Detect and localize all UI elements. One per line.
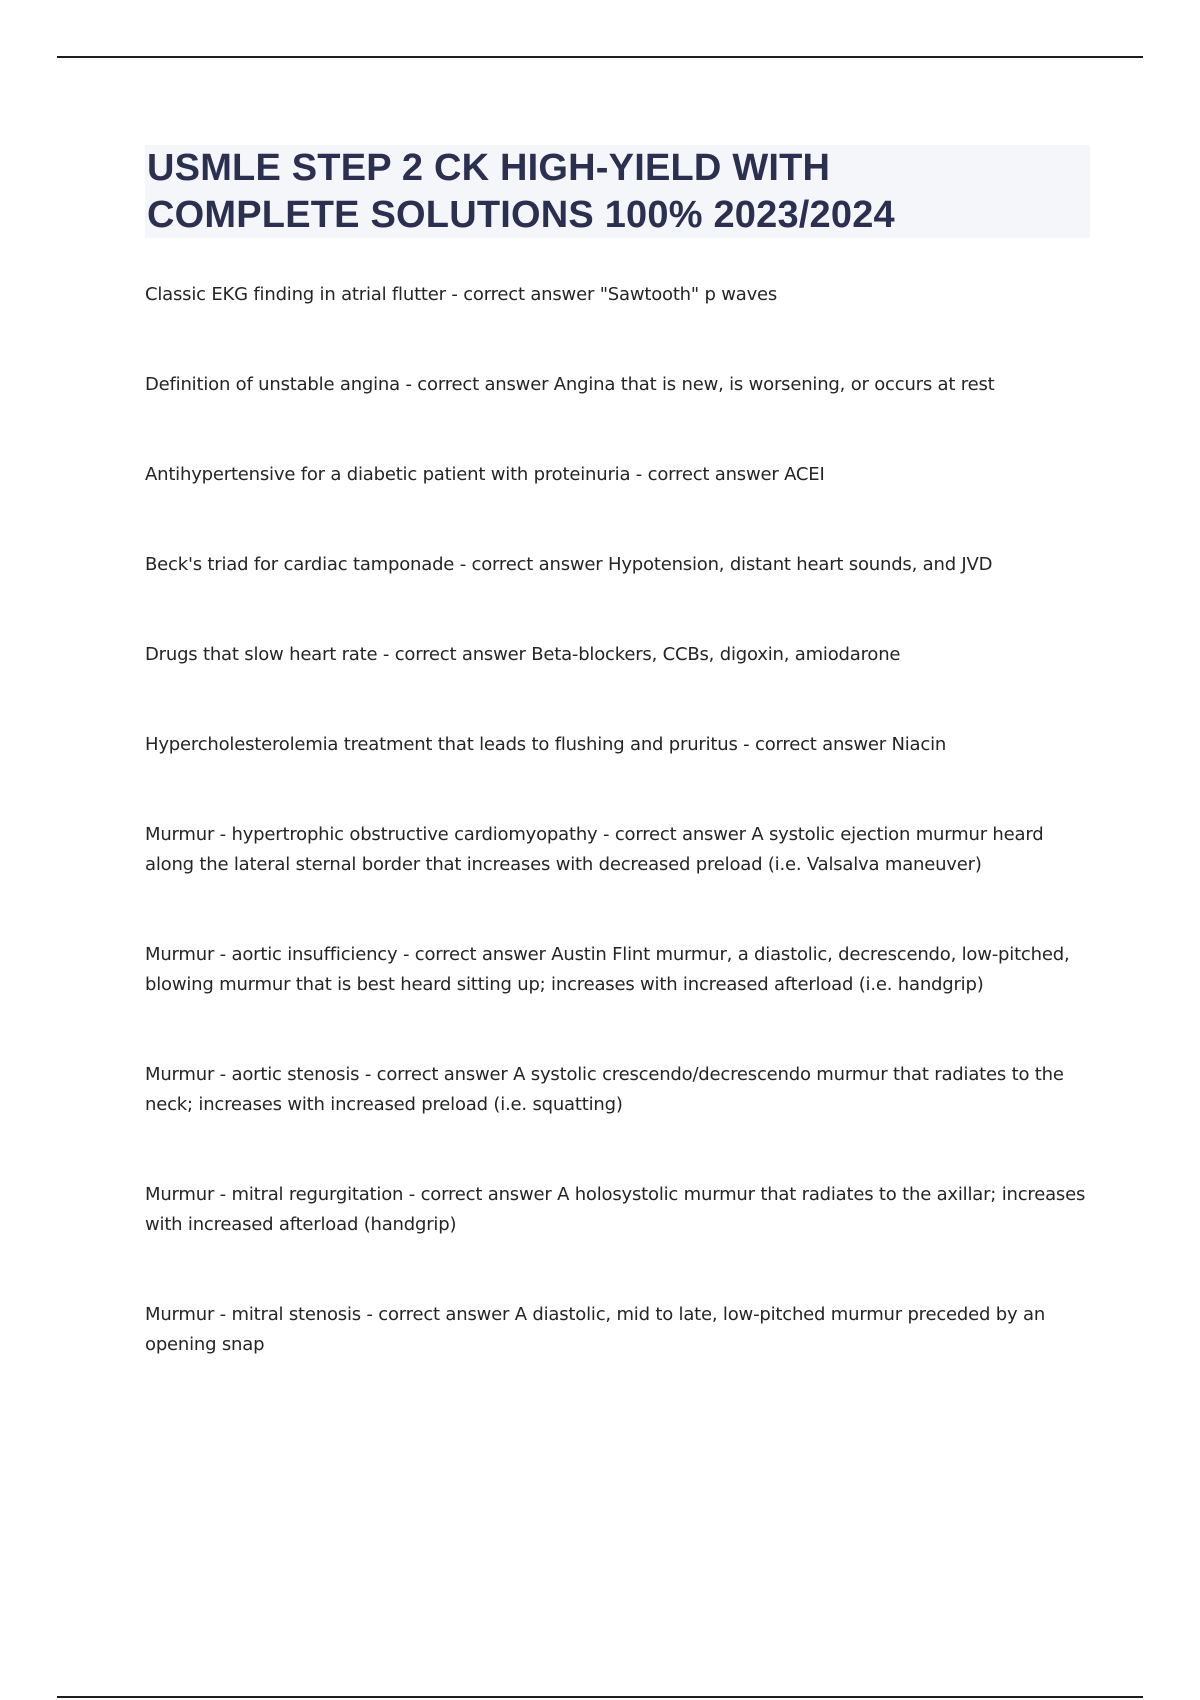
title-line-1: USMLE STEP 2 CK HIGH-YIELD WITH (147, 147, 831, 189)
qa-item (145, 280, 1095, 310)
question: Murmur - hypertrophic obstructive cardiomyopathy (145, 824, 598, 845)
answer: Beta-blockers, CCBs, digoxin, amiodarone (531, 644, 901, 665)
answer: A systolic crescendo/decrescendo murmur that radiates to the neck; increases with increased preload (i.e. squatting) (145, 1064, 1064, 1115)
separator: - correct answer (377, 644, 532, 665)
qa-item (145, 1180, 1095, 1240)
answer: ACEI (784, 464, 825, 485)
separator: - correct answer (737, 734, 892, 755)
question: Murmur - mitral regurgitation (145, 1184, 404, 1205)
question: Murmur - aortic insufficiency (145, 944, 398, 965)
separator: - correct answer (630, 464, 785, 485)
separator: - correct answer (597, 824, 752, 845)
separator: - correct answer (445, 284, 600, 305)
separator: - correct answer (403, 1184, 558, 1205)
question: Drugs that slow heart rate (145, 644, 378, 665)
separator: - correct answer (360, 1304, 515, 1325)
separator: - correct answer (397, 944, 552, 965)
qa-item (145, 820, 1095, 880)
title-line-2: COMPLETE SOLUTIONS 100% 2023/2024 (147, 194, 895, 236)
question: Beck's triad for cardiac tamponade (145, 554, 455, 575)
bottom-divider (57, 1696, 1143, 1698)
title-banner (145, 145, 1090, 238)
question: Antihypertensive for a diabetic patient with proteinuria (145, 464, 631, 485)
answer: "Sawtooth" p waves (599, 284, 778, 305)
answer: A diastolic, mid to late, low-pitched murmur preceded by an opening snap (145, 1304, 1046, 1355)
qa-list (145, 280, 1095, 1360)
answer: Angina that is new, is worsening, or occurs at rest (553, 374, 995, 395)
qa-item (145, 940, 1095, 1000)
qa-item (145, 460, 1095, 490)
answer: Niacin (891, 734, 947, 755)
qa-item (145, 640, 1095, 670)
question: Definition of unstable angina (145, 374, 400, 395)
qa-item (145, 550, 1095, 580)
answer: A systolic ejection murmur heard along the lateral sternal border that increases with decreased preload (i.e. Valsalva maneuver) (145, 824, 1044, 875)
qa-item (145, 1060, 1095, 1120)
question: Murmur - mitral stenosis (145, 1304, 361, 1325)
separator: - correct answer (359, 1064, 514, 1085)
document-title (147, 145, 1090, 239)
qa-item (145, 370, 1095, 400)
separator: - correct answer (454, 554, 609, 575)
answer: A holosystolic murmur that radiates to the axillar; increases with increased afterload (handgrip) (145, 1184, 1086, 1235)
question: Hypercholesterolemia treatment that leads to flushing and pruritus (145, 734, 738, 755)
question: Classic EKG finding in atrial flutter (145, 284, 446, 305)
qa-item (145, 730, 1095, 760)
answer: Hypotension, distant heart sounds, and JVD (608, 554, 993, 575)
top-divider (57, 56, 1143, 58)
separator: - correct answer (399, 374, 554, 395)
qa-item (145, 1300, 1095, 1360)
answer: Austin Flint murmur, a diastolic, decrescendo, low-pitched, blowing murmur that is best heard sitting up; increases with increased afterload (i.e. handgrip) (145, 944, 1070, 995)
question: Murmur - aortic stenosis (145, 1064, 360, 1085)
